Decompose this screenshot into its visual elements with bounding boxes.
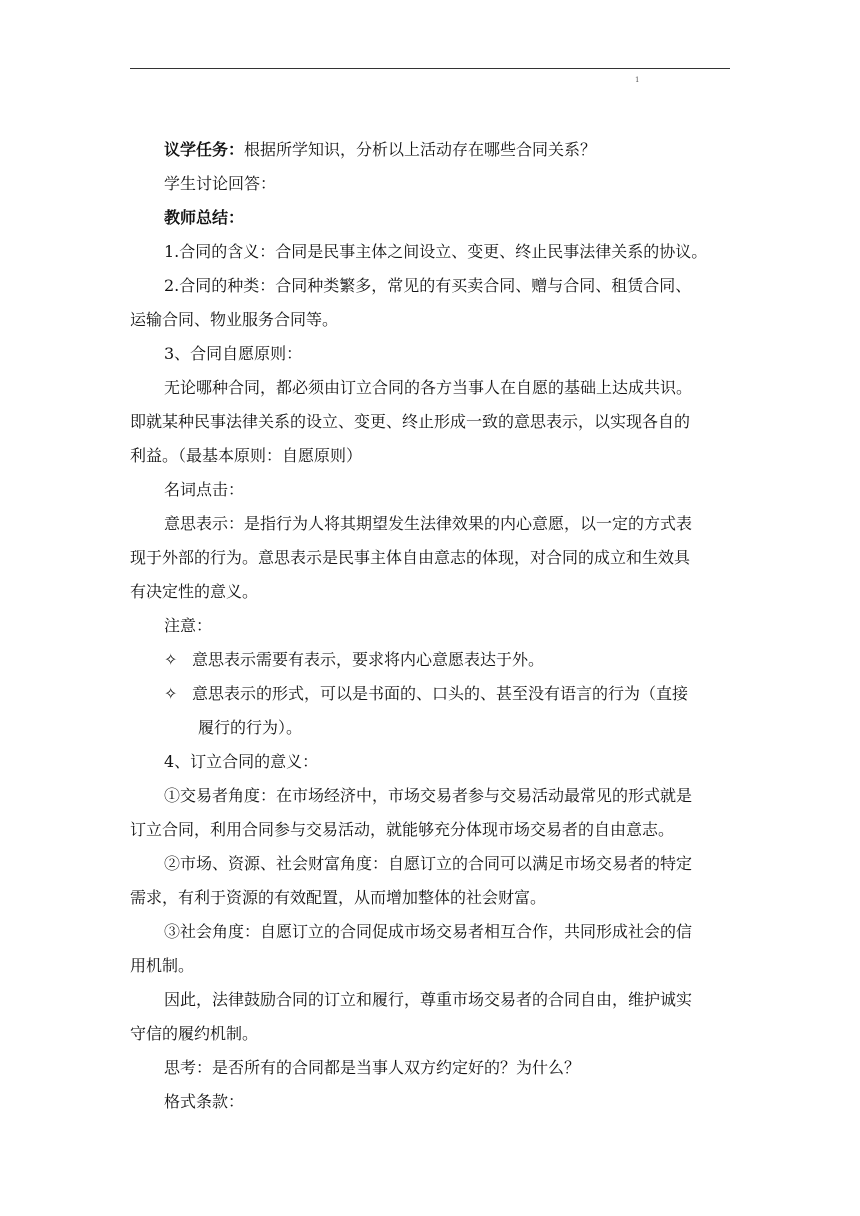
- note-item-1-text: 意思表示需要有表示，要求将内心意愿表达于外。: [192, 650, 545, 669]
- term-line2: 现于外部的行为。意思表示是民事主体自由意志的体现，对合同的成立和生效具: [130, 548, 691, 567]
- diamond-bullet-icon: ✧: [164, 650, 178, 669]
- conclusion-line2: 守信的履约机制。: [130, 1024, 259, 1043]
- point4-b-line1: ②市场、资源、社会财富角度：自愿订立的合同可以满足市场交易者的特定: [164, 854, 693, 873]
- term-line3: 有决定性的意义。: [130, 582, 259, 601]
- document-body: [130, 133, 730, 1119]
- diamond-bullet-icon: ✧: [164, 684, 178, 703]
- note-item-2-text: 意思表示的形式，可以是书面的、口头的、甚至没有语言的行为（直接: [192, 684, 689, 703]
- point4-c-line2: 用机制。: [130, 956, 195, 975]
- point4-a-line2: 订立合同，利用合同参与交易活动，就能够充分体现市场交易者的自由意志。: [130, 820, 675, 839]
- term-heading: 名词点击：: [164, 480, 245, 499]
- point2-line1: 2.合同的种类：合同种类繁多，常见的有买卖合同、赠与合同、租赁合同、: [164, 276, 692, 295]
- point3-heading: 3、合同自愿原则：: [164, 344, 303, 363]
- note-item-1: [130, 643, 730, 677]
- term-line1: 意思表示：是指行为人将其期望发生法律效果的内心意愿，以一定的方式表: [164, 514, 693, 533]
- task-text: 根据所学知识，分析以上活动存在哪些合同关系？: [244, 140, 597, 159]
- point1: 1.合同的含义：合同是民事主体之间设立、变更、终止民事法律关系的协议。: [164, 242, 708, 261]
- header-rule: [130, 68, 730, 69]
- point2-line2: 运输合同、物业服务合同等。: [130, 310, 339, 329]
- point4-a-line1: ①交易者角度：在市场经济中，市场交易者参与交易活动最常见的形式就是: [164, 786, 693, 805]
- think-question: 思考：是否所有的合同都是当事人双方约定好的？为什么？: [164, 1058, 581, 1077]
- point4-c-line1: ③社会角度：自愿订立的合同促成市场交易者相互合作，共同形成社会的信: [164, 922, 693, 941]
- note-item-2: [130, 677, 730, 711]
- note-heading: 注意：: [164, 616, 213, 635]
- teacher-summary: 教师总结：: [164, 208, 245, 227]
- header-mark: 1: [635, 76, 640, 84]
- point3-line2: 即就某种民事法律关系的设立、变更、终止形成一致的意思表示，以实现各自的: [130, 412, 691, 431]
- point4-heading: 4、订立合同的意义：: [164, 752, 319, 771]
- student-answer: 学生讨论回答：: [164, 174, 277, 193]
- format-clause-heading: 格式条款：: [164, 1092, 245, 1111]
- point3-line3: 利益。（最基本原则：自愿原则）: [130, 446, 363, 465]
- point4-b-line2: 需求，有利于资源的有效配置，从而增加整体的社会财富。: [130, 888, 547, 907]
- conclusion-line1: 因此，法律鼓励合同的订立和履行，尊重市场交易者的合同自由，维护诚实: [164, 990, 693, 1009]
- task-line: [130, 133, 730, 167]
- task-label: 议学任务：: [164, 140, 245, 159]
- point3-line1: 无论哪种合同，都必须由订立合同的各方当事人在自愿的基础上达成共识。: [164, 378, 693, 397]
- note-item-2-cont: 履行的行为）。: [198, 718, 303, 737]
